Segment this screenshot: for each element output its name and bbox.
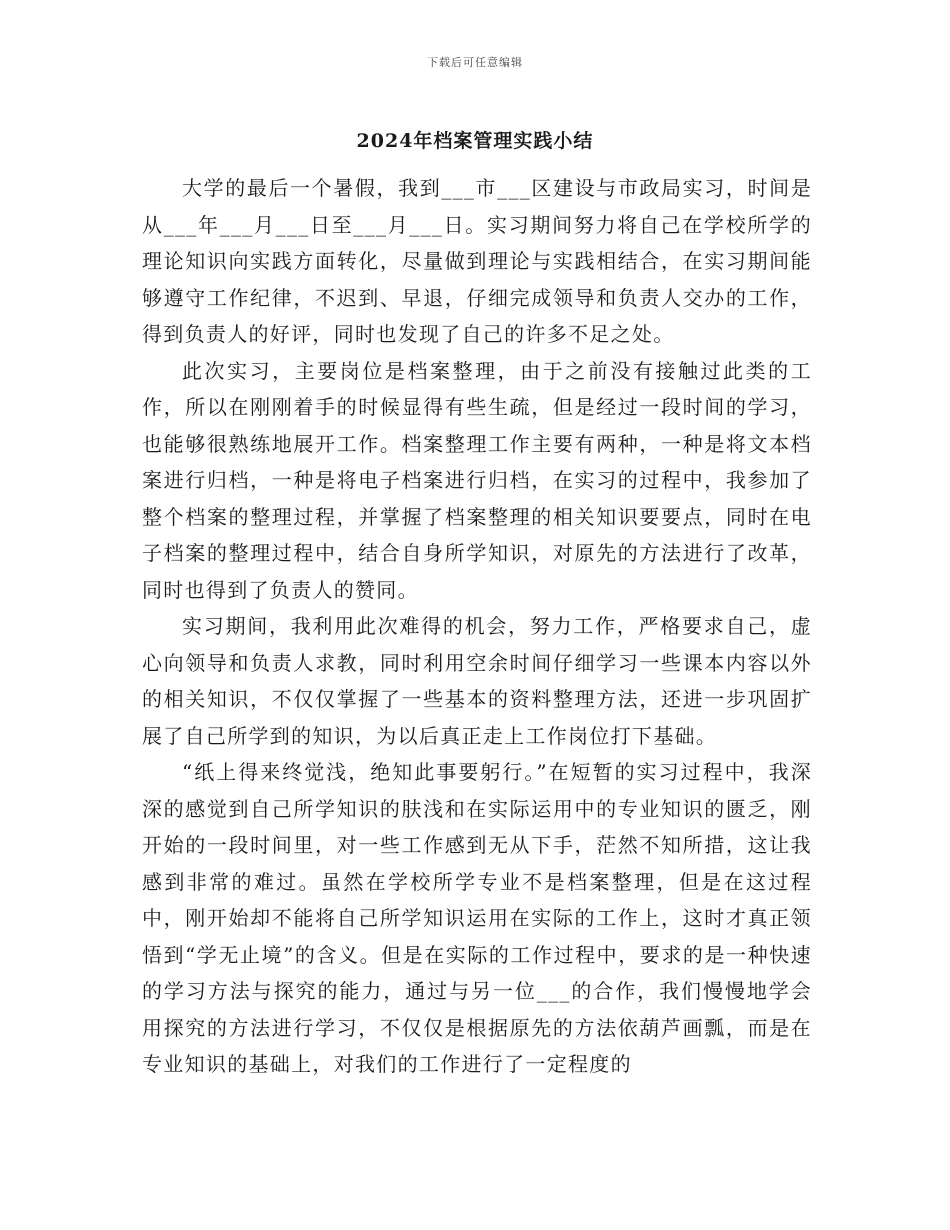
paragraph-2: 此次实习，主要岗位是档案整理，由于之前没有接触过此类的工作，所以在刚刚着手的时候显得有些生疏，但是经过一段时间的学习，也能够很熟练地展开工作。档案整理工作主要有两种，一种是将文本档案进行归档，一种是将电子档案进行归档，在实习的过程中，我参加了整个档案的整理过程，并掌握了档案整理的相关知识要要点，同时在电子档案的整理过程中，结合自身所学知识，对原先的方法进行了改革，同时也得到了负责人的赞同。 [142,358,812,602]
document-title: 2024年档案管理实践小结 [356,130,594,152]
paragraph-4: “纸上得来终觉浅，绝知此事要躬行。”在短暂的实习过程中，我深深的感觉到自己所学知识的肤浅和在实际运用中的专业知识的匮乏，刚开始的一段时间里，对一些工作感到无从下手，茫然不知所措，这让我感到非常的难过。虽然在学校所学专业不是档案整理，但是在这过程中，刚开始却不能将自己所学知识运用在实际的工作上，这时才真正领悟到“学无止境”的含义。但是在实际的工作过程中，要求的是一种快速的学习方法与探究的能力，通过与另一位___的合作，我们慢慢地学会用探究的方法进行学习，不仅仅是根据原先的方法依葫芦画瓢，而是在专业知识的基础上，对我们的工作进行了一定程度的 [142,760,812,1076]
paragraph-1: 大学的最后一个暑假，我到___市___区建设与市政局实习，时间是从___年___月___日至___月___日。实习期间努力将自己在学校所学的理论知识向实践方面转化，尽量做到理论与实践相结合，在实习期间能够遵守工作纪律，不迟到、早退，仔细完成领导和负责人交办的工作，得到负责人的好评，同时也发现了自己的许多不足之处。 [142,176,812,346]
header-note: 下载后可任意编辑 [427,56,523,69]
document-body [142,170,812,1083]
paragraph-3: 实习期间，我利用此次难得的机会，努力工作，严格要求自己，虚心向领导和负责人求教，同时利用空余时间仔细学习一些课本内容以外的相关知识，不仅仅掌握了一些基本的资料整理方法，还进一步巩固扩展了自己所学到的知识，为以后真正走上工作岗位打下基础。 [142,614,812,748]
